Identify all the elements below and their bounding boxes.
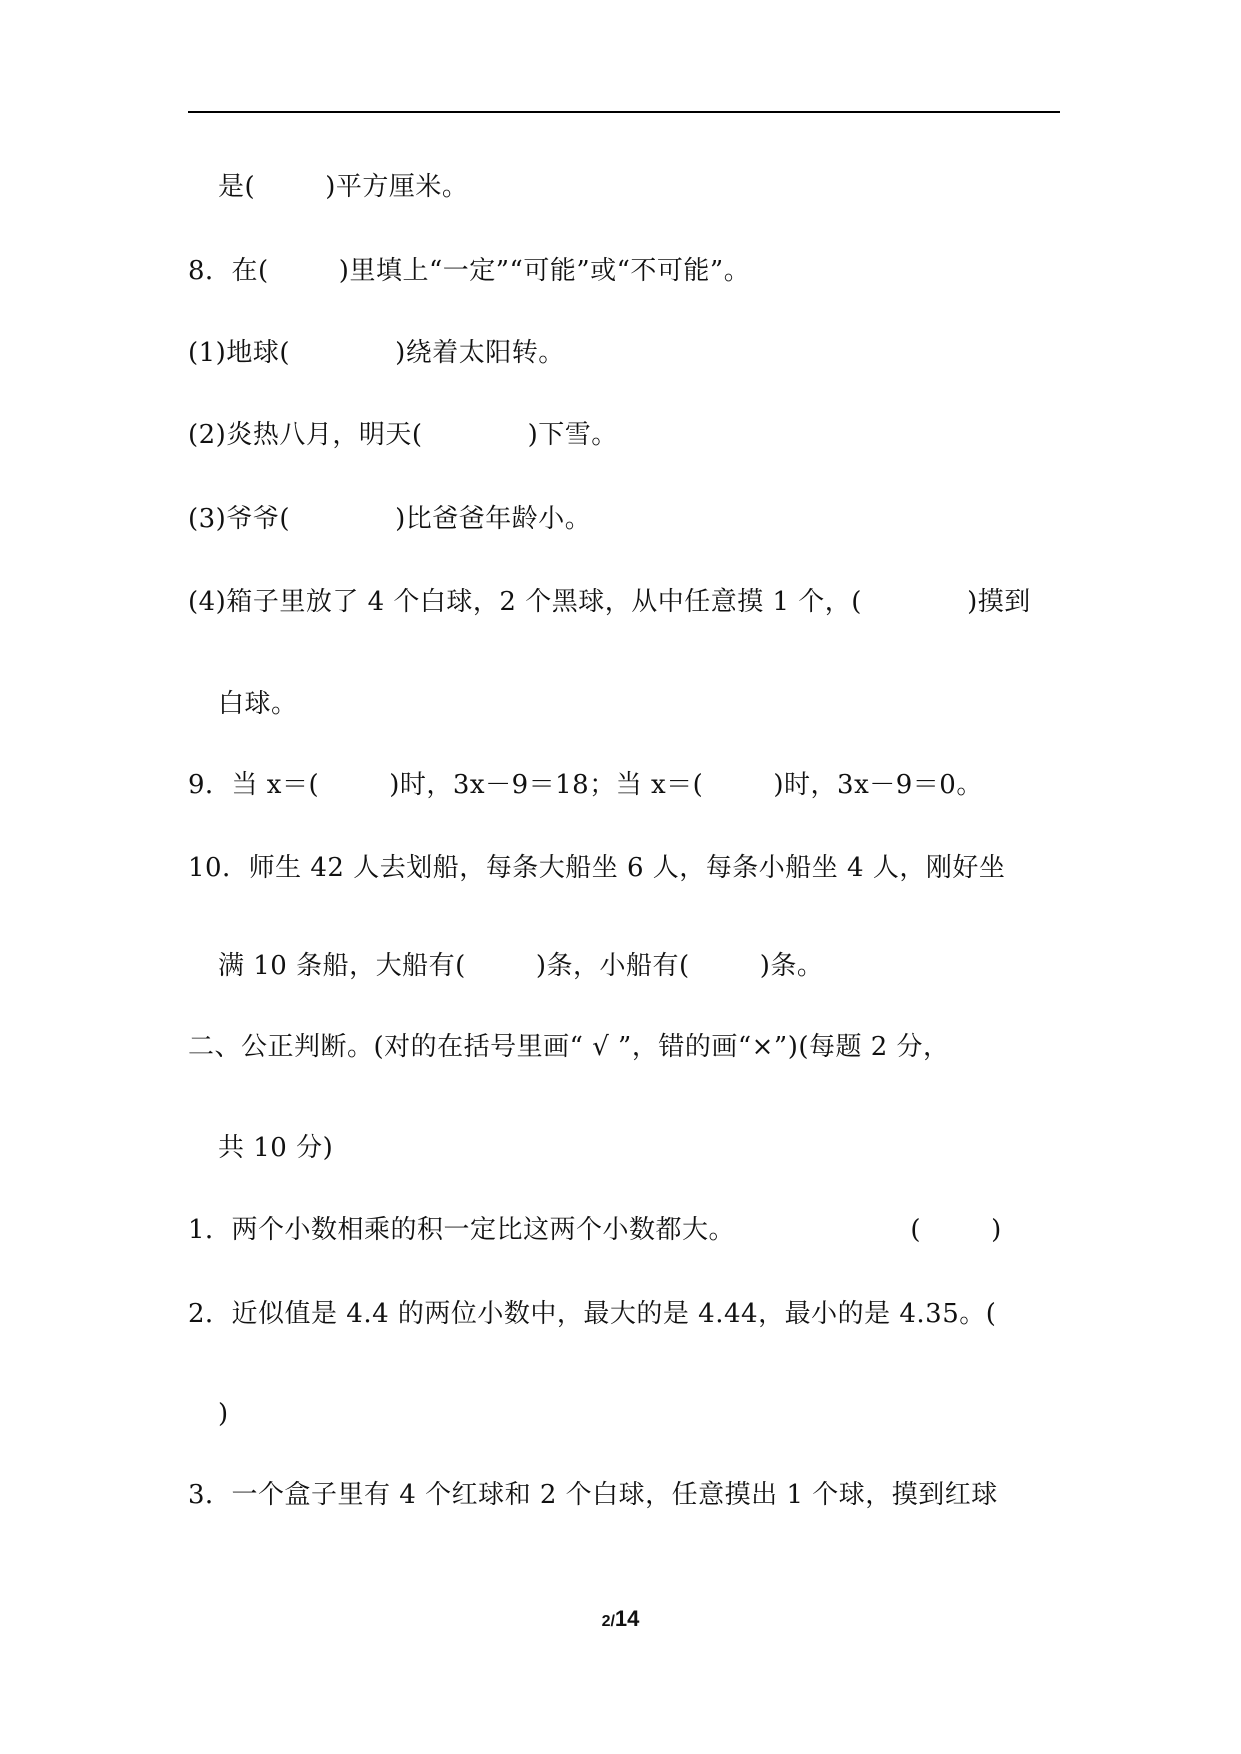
text-line-7-continuation: 是( )平方厘米。 [218,172,469,202]
section-2-heading-continuation: 共 10 分) [218,1133,334,1163]
page-current: 2/ [601,1613,615,1630]
question-8-item-3: (3)爷爷( )比爸爸年龄小。 [188,504,592,534]
page-total: 14 [614,1606,640,1631]
question-10-continuation: 满 10 条船，大船有( )条，小船有( )条。 [218,951,824,981]
page-number [0,1606,1241,1632]
question-10: 10．师生 42 人去划船，每条大船坐 6 人，每条小船坐 4 人，刚好坐 [188,853,1006,883]
judgment-question-1: 1．两个小数相乘的积一定比这两个小数都大。 ( ) [188,1215,1002,1245]
question-8-title: 8．在( )里填上“一定”“可能”或“不可能”。 [188,256,751,286]
question-8-item-4-continuation: 白球。 [218,689,298,719]
question-8-item-4: (4)箱子里放了 4 个白球，2 个黑球，从中任意摸 1 个，( )摸到 [188,587,1031,617]
judgment-question-2-continuation: ) [218,1399,229,1429]
section-2-heading: 二、公正判断。(对的在括号里画“ √ ”，错的画“×”)(每题 2 分， [188,1032,950,1062]
question-8-item-1: (1)地球( )绕着太阳转。 [188,338,565,368]
question-8-item-2: (2)炎热八月，明天( )下雪。 [188,420,618,450]
question-9: 9．当 x＝( )时，3x－9＝18；当 x＝( )时，3x－9＝0。 [188,770,983,800]
judgment-question-3: 3．一个盒子里有 4 个红球和 2 个白球，任意摸出 1 个球，摸到红球 [188,1480,998,1510]
judgment-question-2: 2．近似值是 4.4 的两位小数中，最大的是 4.44，最小的是 4.35。( [188,1299,997,1329]
header-rule [188,111,1060,113]
